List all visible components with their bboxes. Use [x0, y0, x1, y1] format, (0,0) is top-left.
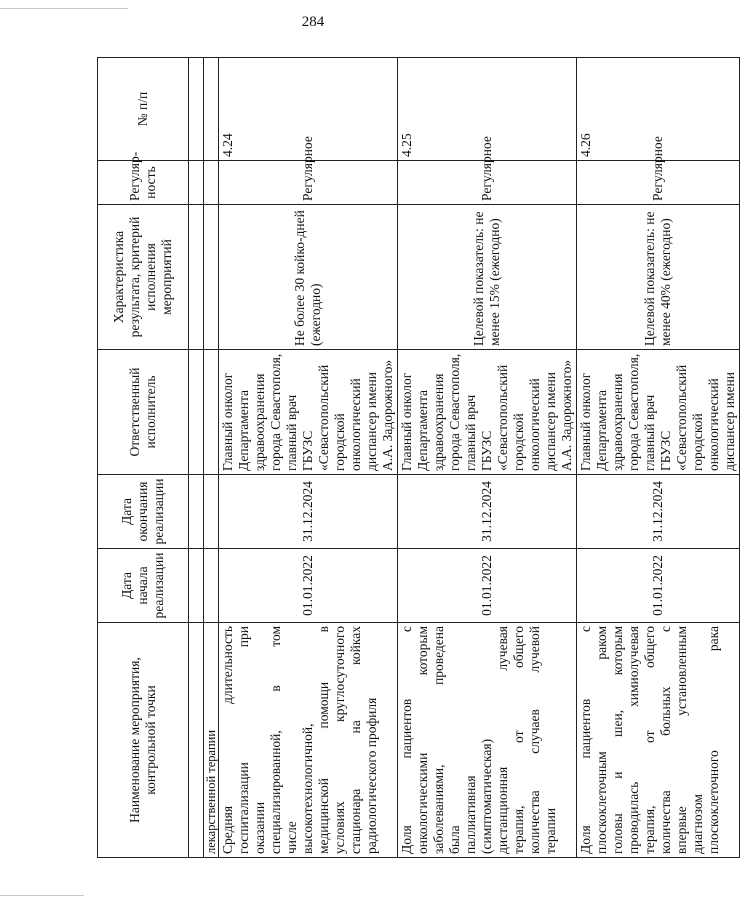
table-row: [577, 58, 740, 858]
column-number-cell: [189, 161, 204, 205]
row-number: 4.26: [577, 58, 740, 161]
column-number-cell: [189, 549, 204, 623]
table-row: [219, 58, 398, 858]
row-characteristic: Целевой показатель: не менее 15% (ежегодно): [398, 205, 577, 350]
header-characteristic: Характеристика результата, критерий исполнения мероприятий: [98, 205, 189, 350]
empty-cell: [204, 475, 219, 549]
row-characteristic: Целевой показатель: не менее 40% (ежегодно): [577, 205, 740, 350]
header-start-date: Дата начала реализации: [98, 549, 189, 623]
continuation-text: лекарственной терапии: [204, 623, 219, 858]
rotated-table-container: [97, 58, 737, 858]
table-row: [398, 58, 577, 858]
page-number: 284: [301, 14, 325, 30]
column-number-cell: [189, 350, 204, 475]
column-number-cell: [189, 58, 204, 161]
header-end-date: Дата окончания реализации: [98, 475, 189, 549]
row-end-date: 31.12.2024: [398, 475, 577, 549]
row-responsible: Главный онколог Департамента здравоохранения города Севастополя, главный врач ГБУЗС «Севастопольский городской онкологический диспансер имени А.А. Задорожного»: [219, 350, 398, 475]
empty-cell: [204, 205, 219, 350]
row-number: 4.24: [219, 58, 398, 161]
row-responsible: Главный онколог Департамента здравоохранения города Севастополя, главный врач ГБУЗС «Севастопольский городской онкологический диспансер имени: [577, 350, 740, 475]
row-name: Доля пациентов с плоскоклеточным раком головы и шеи, которым проводилась химиолучевая терапия, от общего количества больных с впервые установленным диагнозом плоскоклеточного рака: [577, 623, 740, 858]
row-end-date: 31.12.2024: [577, 475, 740, 549]
row-start-date: 01.01.2022: [398, 549, 577, 623]
row-number: 4.25: [398, 58, 577, 161]
empty-cell: [204, 58, 219, 161]
row-name: Доля пациентов с онкологическими которым заболеваниями, проведена была паллиативная (симптоматическая) дистанционная лучевая терапия, от общего количества случаев лучевой терапии: [398, 623, 577, 858]
empty-cell: [204, 549, 219, 623]
header-name: Наименование мероприятия, контрольной точки: [98, 623, 189, 858]
scan-artifact-line: [0, 8, 128, 9]
column-number-cell: [189, 475, 204, 549]
row-name: Средняя длительность госпитализации при оказании специализированной, в том числе высокотехнологичной, медицинской помощи в условиях круглосуточного стационара на койках радиологического профиля: [219, 623, 398, 858]
row-responsible: Главный онколог Департамента здравоохранения города Севастополя, главный врач ГБУЗС «Севастопольский городской онкологический диспансер имени А.А. Задорожного»: [398, 350, 577, 475]
header-regularity: Регуляр-ность: [98, 161, 189, 205]
row-regularity: Регулярное: [577, 161, 740, 205]
column-number-cell: [189, 205, 204, 350]
header-row: [98, 58, 189, 858]
row-regularity: Регулярное: [219, 161, 398, 205]
row-end-date: 31.12.2024: [219, 475, 398, 549]
header-responsible: Ответственный исполнитель: [98, 350, 189, 475]
row-regularity: Регулярное: [398, 161, 577, 205]
column-number-cell: [189, 623, 204, 858]
column-number-row: [189, 58, 204, 858]
events-table: [97, 57, 740, 858]
row-start-date: 01.01.2022: [219, 549, 398, 623]
scan-artifact-line: [0, 895, 84, 896]
row-characteristic: Не более 30 койко-дней (ежегодно): [219, 205, 398, 350]
continuation-row: [204, 58, 219, 858]
row-start-date: 01.01.2022: [577, 549, 740, 623]
header-num: № п/п: [98, 58, 189, 161]
empty-cell: [204, 350, 219, 475]
empty-cell: [204, 161, 219, 205]
